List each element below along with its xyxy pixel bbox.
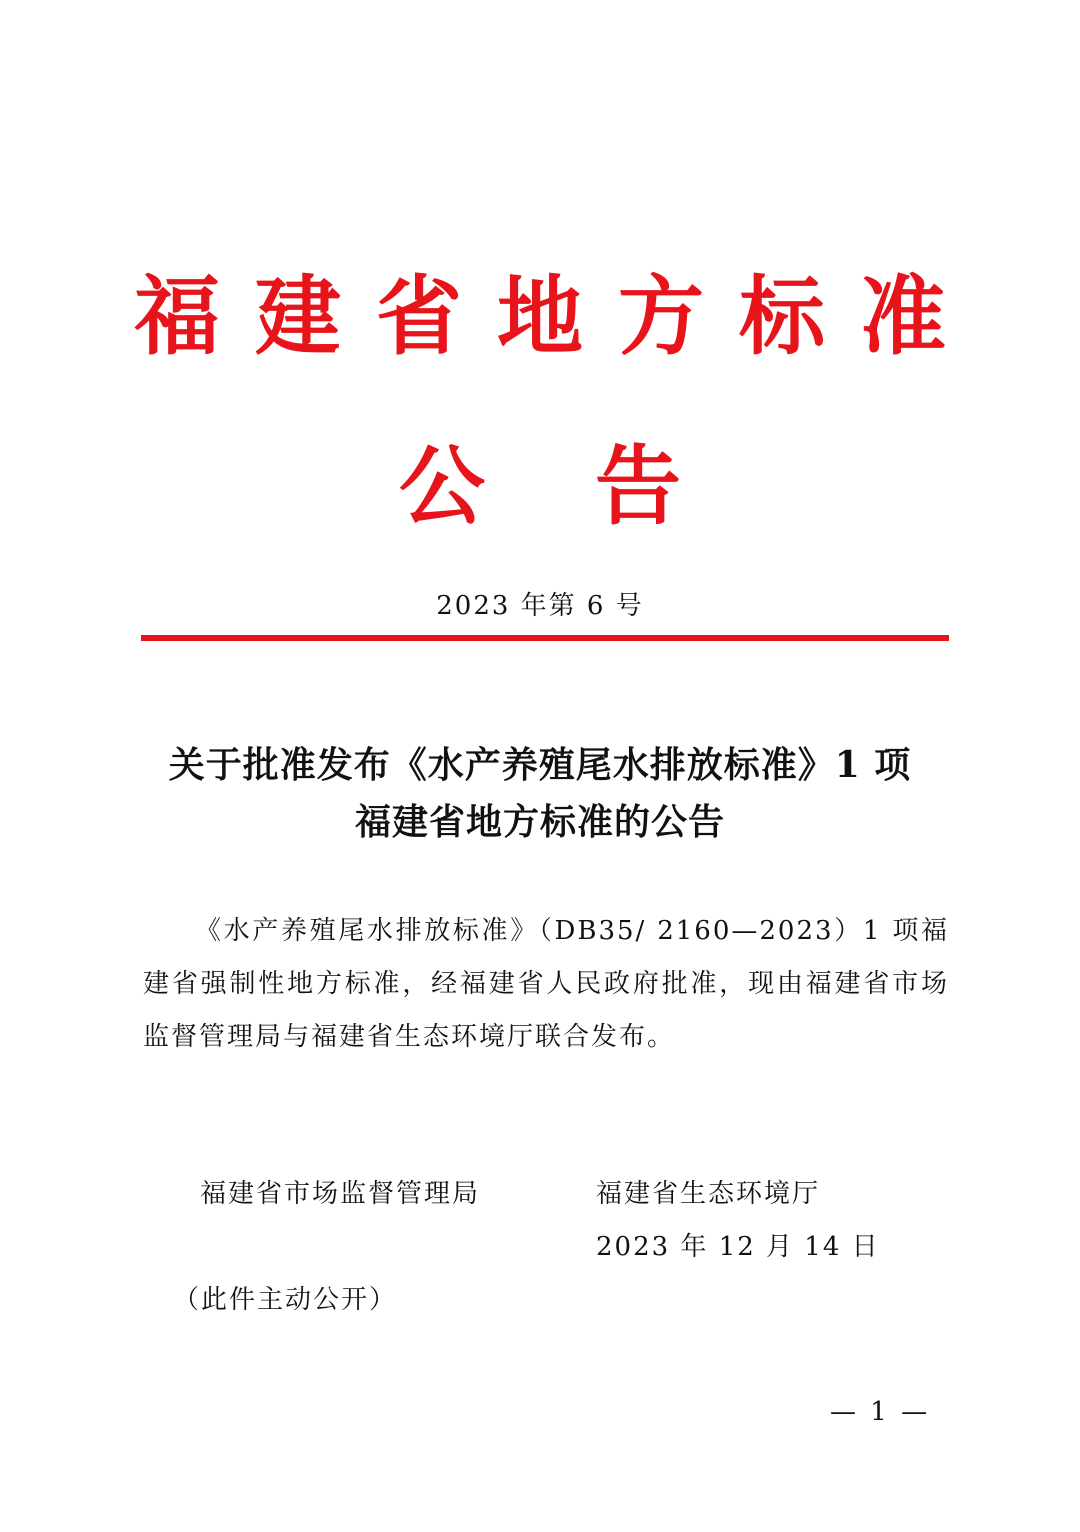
header-subtitle: 公告 — [399, 436, 791, 537]
issue-date: 2023 年 12 月 14 日 — [596, 1232, 880, 1262]
signer-ecology-environment: 福建省生态环境厅 — [596, 1179, 821, 1209]
public-disclosure-note: （此件主动公开） — [173, 1285, 398, 1315]
notice-body: 《水产养殖尾水排放标准》（DB35/ 2160—2023）1 项福建省强制性地方标准，经福建省人民政府批准，现由福建省市场监督管理局与福建省生态环境厅联合发布。 — [143, 916, 949, 1052]
red-divider — [141, 635, 949, 641]
header-title: 福建省地方标准 — [134, 266, 981, 367]
page-number: — 1 — — [830, 1397, 931, 1427]
document-number: 2023 年第 6 号 — [436, 591, 644, 621]
notice-title-line-2: 福建省地方标准的公告 — [354, 801, 725, 843]
notice-title-line-1: 关于批准发布《水产养殖尾水排放标准》1 项 — [168, 744, 912, 786]
signer-market-regulation: 福建省市场监督管理局 — [200, 1179, 481, 1209]
